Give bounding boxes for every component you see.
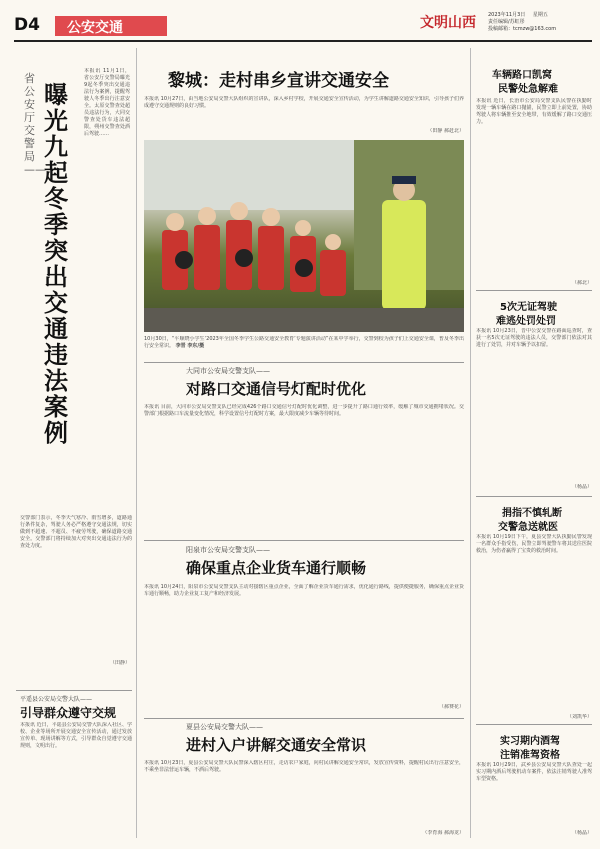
lead-body-2: 交警部门表示，冬季天气寒冷、雨雪增多，道路通行条件复杂，驾驶人务必严格遵守交通法规，切实做到不超速、不超员、不疲劳驾驶，确保道路交通安全。交警部门将持续加大对突出交通违法行为的查处力度。 xyxy=(20,515,132,549)
editor-line: 责任编辑/苏虹彤 xyxy=(488,19,525,25)
yangquan-body: 本报讯 10月24日，阳泉市公安局交警支队主动对接辖区重点企业，全面了解企业货车通行需求，优化通行路线，提供便捷服务，确保重点企业货车通行顺畅，助力企业复工复产和经济发展。 xyxy=(144,584,464,597)
right-byline-3: （刘凯华） xyxy=(566,714,592,720)
yangquan-byline: （郝赛花） xyxy=(438,704,464,710)
right-body-2: 本报讯 10月23日，晋中公安交警在路面巡查时，查获一名5次无证驾驶的违法人员，交警部门依法对其进行了处罚，并对车辆予以扣留。 xyxy=(476,328,592,348)
right-byline-1: （郝北） xyxy=(571,280,592,286)
paper-logo: 文明山西 xyxy=(420,15,476,31)
lead-byline: （田静） xyxy=(109,660,130,666)
datong-source: 大同市公安局交警支队—— xyxy=(186,367,270,375)
section-title: 公安交通 xyxy=(67,20,123,36)
datong-rule xyxy=(144,362,464,363)
yangquan-headline: 确保重点企业货车通行顺畅 xyxy=(186,559,367,577)
right-body-1: 本报讯 近日，长治市公安局交警支队民警在执勤时发现一辆车辆在路口抛锚，民警立即上前处置，协助驾驶人将车辆推至安全地带，有效缓解了路口交通压力。 xyxy=(476,98,592,125)
pingyao-rule xyxy=(16,690,132,691)
date-line xyxy=(488,12,592,33)
column-divider-right xyxy=(470,48,471,838)
liyi-headline: 黎城：走村串乡宣讲交通安全 xyxy=(168,71,389,91)
yangquan-source: 阳泉市公安局交警支队—— xyxy=(186,546,270,554)
right-headline-1b: 民警处急解难 xyxy=(498,84,558,95)
right-rule-2 xyxy=(476,496,592,497)
right-column xyxy=(476,56,592,841)
right-headline-3b: 交警急送就医 xyxy=(498,522,558,533)
datong-headline: 对路口交通信号灯配时优化 xyxy=(186,380,367,398)
masthead xyxy=(0,0,600,40)
right-rule-3 xyxy=(476,724,592,725)
photo-illustration xyxy=(144,140,464,332)
column-divider-left xyxy=(136,48,137,838)
issue-date: 2023年11月3日 xyxy=(488,12,526,18)
right-body-4: 本报讯 10月29日，武乡县公安局交警大队查处一起实习期内酒后驾驶机动车案件，依法注销驾驶人准驾车型资格。 xyxy=(476,762,592,782)
right-byline-4: （杨晶） xyxy=(571,830,592,836)
lead-headline: 曝光九起冬季突出交通违法案例 xyxy=(44,81,68,447)
right-rule-1 xyxy=(476,290,592,291)
right-headline-1: 车辆路口凯窝 xyxy=(492,70,552,81)
photo-caption xyxy=(144,336,464,358)
photo-caption-text: 10月30日，“平顺晓小学生‘2023年全国冬季学生公路交通安全教育’专题演讲活动”在某中学举行，交警到校为孩子们上交通安全课，普及冬季出行安全常识。 xyxy=(144,336,464,349)
xiaxian-byline: （李育海 郝海龙） xyxy=(422,830,464,836)
right-headline-2b: 难逃处罚处罚 xyxy=(496,316,556,327)
page-number: D4 xyxy=(14,15,40,35)
lead-source: 省公安厅交警局—— xyxy=(24,72,46,176)
pingyao-source: 平遥县公安局交警大队—— xyxy=(20,696,93,703)
right-byline-2: （杨晶） xyxy=(571,484,592,490)
xiaxian-rule xyxy=(144,718,464,719)
photo-credit: 李晋 李东/摄 xyxy=(175,343,205,349)
section-banner xyxy=(55,16,167,36)
pingyao-body: 本报讯 近日，平遥县公安局交警大队深入社区、学校、企业等场所开展交通安全宣传活动，通过发放宣传单、现场讲解等方式，引导群众自觉遵守交通规则，文明出行。 xyxy=(20,722,132,749)
photo xyxy=(144,140,464,332)
masthead-rule xyxy=(14,40,592,42)
xiaxian-source: 夏县公安局交警大队—— xyxy=(186,723,263,731)
email-line: 投稿邮箱：tcmzw@163.com xyxy=(488,26,557,32)
datong-body: 本报讯 目前，大同市公安局交警支队已经完成426个路口交通信号灯配时优化调整，进一步提升了路口通行效率，缓解了城市交通拥堵状况。交警部门根据路口车流量变化情况，科学设置信号灯配时方案，最大限度减少车辆等待时间。 xyxy=(144,404,464,417)
right-body-3: 本报讯 10月19日下午，夏县交警大队执勤民警发现一名群众手指受伤，民警立即驾驶警车将其送往医院救治，为伤者赢得了宝贵的救治时间。 xyxy=(476,534,592,554)
right-headline-3: 捐指不慎轧断 xyxy=(502,508,562,519)
yangquan-rule xyxy=(144,540,464,541)
lead-body: 本报讯 11月1日，省公安厅交警局曝光9起冬季突出交通违法行为案例，提醒驾驶人冬季出行注意安全。太原交警查处超员违法行为，大同交警查处货车违法超限，朔州交警查处酒后驾驶…… xyxy=(84,68,130,137)
issue-weekday: 星期五 xyxy=(532,12,548,18)
xiaxian-body: 本报讯 10月23日，夏县公安局交警大队民警深入辖区村庄，走访农户家庭，向村民讲解交通安全常识，发放宣传资料，提醒村民出行注意安全，不乘坐非法营运车辆，不酒后驾驶。 xyxy=(144,760,464,773)
right-headline-4b: 注销准驾资格 xyxy=(500,750,560,761)
liyi-body: 本报讯 10月27日，由当地公安局交警大队组织的宣讲队，深入乡村学校，开展交通安全宣传活动，为学生讲解道路交通安全知识，引导孩子们养成遵守交通规则的良好习惯。 xyxy=(144,96,464,109)
right-headline-4: 实习期内酒驾 xyxy=(500,736,560,747)
pingyao-headline: 引导群众遵守交规 xyxy=(20,706,117,720)
right-headline-2: 5次无证驾驶 xyxy=(500,302,557,313)
xiaxian-headline: 进村入户讲解交通安全常识 xyxy=(186,736,367,754)
liyi-byline: （田静 郝赶北） xyxy=(427,128,464,134)
